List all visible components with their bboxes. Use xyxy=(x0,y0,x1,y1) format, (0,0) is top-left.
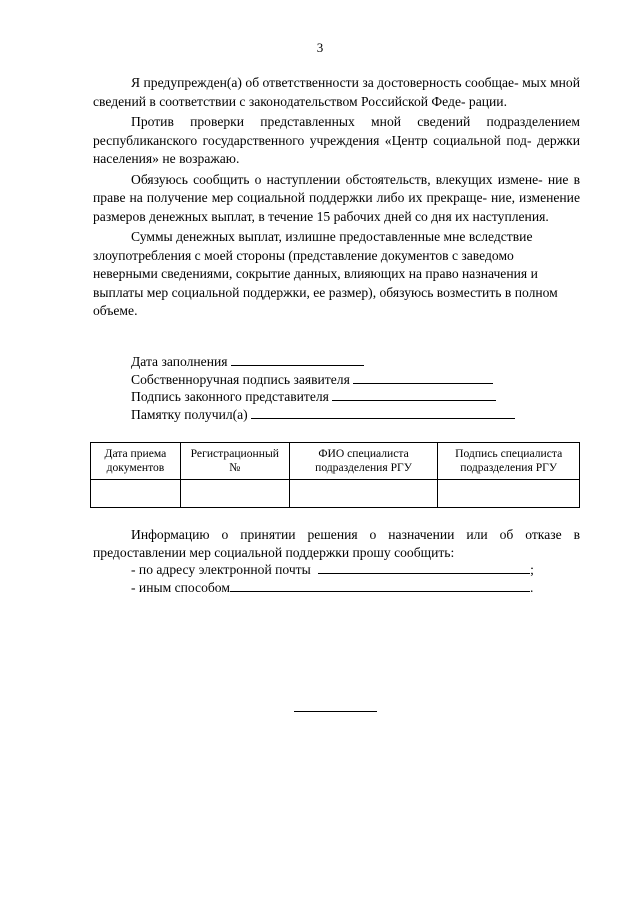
paragraph-notify-obligation xyxy=(93,171,580,227)
fill-date-row xyxy=(131,353,515,371)
signature-block xyxy=(131,353,515,423)
memo-received-row xyxy=(131,406,515,424)
consent-text xyxy=(93,74,580,323)
text-line: Против проверки представленных мной сведений подразделением xyxy=(131,114,580,129)
memo-received-label: Памятку получил(а) xyxy=(131,406,248,422)
table-header-row xyxy=(91,443,580,480)
text-line: неверными сведениями, сокрытие данных, влияющих на право назначения xyxy=(93,266,528,281)
representative-signature-row xyxy=(131,388,515,406)
other-option-row xyxy=(93,579,580,597)
applicant-signature-blank[interactable] xyxy=(353,371,493,384)
page-number: 3 xyxy=(316,40,324,55)
email-suffix: ; xyxy=(530,562,534,577)
header-registration-number: Регистрационный № xyxy=(180,443,289,480)
text-line: предоставлении мер социальной поддержки прошу сообщить: xyxy=(93,544,455,560)
text-line: держки населения» не возражаю. xyxy=(93,132,580,166)
notification-preferences xyxy=(93,526,580,596)
representative-signature-blank[interactable] xyxy=(332,388,496,401)
applicant-signature-row xyxy=(131,371,515,389)
text-line: Я предупрежден(а) об ответственности за достоверность сообщае- xyxy=(131,75,519,90)
applicant-signature-label: Собственноручная подпись заявителя xyxy=(131,371,350,387)
text-line: полном объеме. xyxy=(93,284,558,318)
other-option-label: - иным способом xyxy=(131,579,230,595)
end-divider xyxy=(294,711,377,712)
text-line: мых мной сведений в соответствии с законодательством Российской Феде- xyxy=(93,75,581,109)
paragraph-responsibility xyxy=(93,74,580,111)
text-line: и выплаты мер социальной поддержки, ее размер), обязуюсь возместить в xyxy=(93,266,538,300)
header-specialist-signature: Подпись специалиста подразделения РГУ xyxy=(438,443,580,480)
email-blank[interactable] xyxy=(318,561,530,574)
other-method-blank[interactable] xyxy=(230,579,530,592)
paragraph-reimbursement xyxy=(93,228,580,321)
text-line: рации. xyxy=(468,93,507,109)
fill-date-label: Дата заполнения xyxy=(131,354,228,369)
representative-signature-label: Подпись законного представителя xyxy=(131,389,329,404)
text-line: ние, изменение размеров денежных выплат, в течение 15 рабочих дней со xyxy=(93,190,580,224)
header-receipt-date: Дата приема документов xyxy=(91,443,181,480)
fill-date-blank[interactable] xyxy=(231,353,364,366)
memo-received-blank[interactable] xyxy=(251,406,515,419)
header-specialist-name: ФИО специалиста подразделения РГУ xyxy=(289,443,438,480)
table-row xyxy=(91,480,580,508)
registration-table xyxy=(90,442,580,508)
other-suffix: . xyxy=(529,579,534,595)
email-option-row xyxy=(93,561,580,579)
paragraph-verification-consent xyxy=(93,113,580,169)
text-line: злоупотребления с моей стороны (представление документов с заведомо xyxy=(93,247,514,263)
table-cell[interactable] xyxy=(289,480,438,508)
table-cell[interactable] xyxy=(180,480,289,508)
text-line: Обязуюсь сообщить о наступлении обстоятельств, влекущих измене- xyxy=(131,171,543,187)
text-line: ние в праве на получение мер социальной поддержки либо их прекраще- xyxy=(93,171,580,205)
table-cell[interactable] xyxy=(91,480,181,508)
email-option-label: - по адресу электронной почты xyxy=(131,562,311,577)
text-line: Суммы денежных выплат, излишне предоставленные мне вследствие xyxy=(131,229,533,244)
text-line: Информацию о принятии решения о назначении или об отказе в xyxy=(131,527,580,542)
table-cell[interactable] xyxy=(438,480,580,508)
notification-intro xyxy=(93,526,580,561)
text-line: республиканского государственного учреждения «Центр социальной под- xyxy=(93,132,532,148)
text-line: дня их наступления. xyxy=(431,208,549,224)
